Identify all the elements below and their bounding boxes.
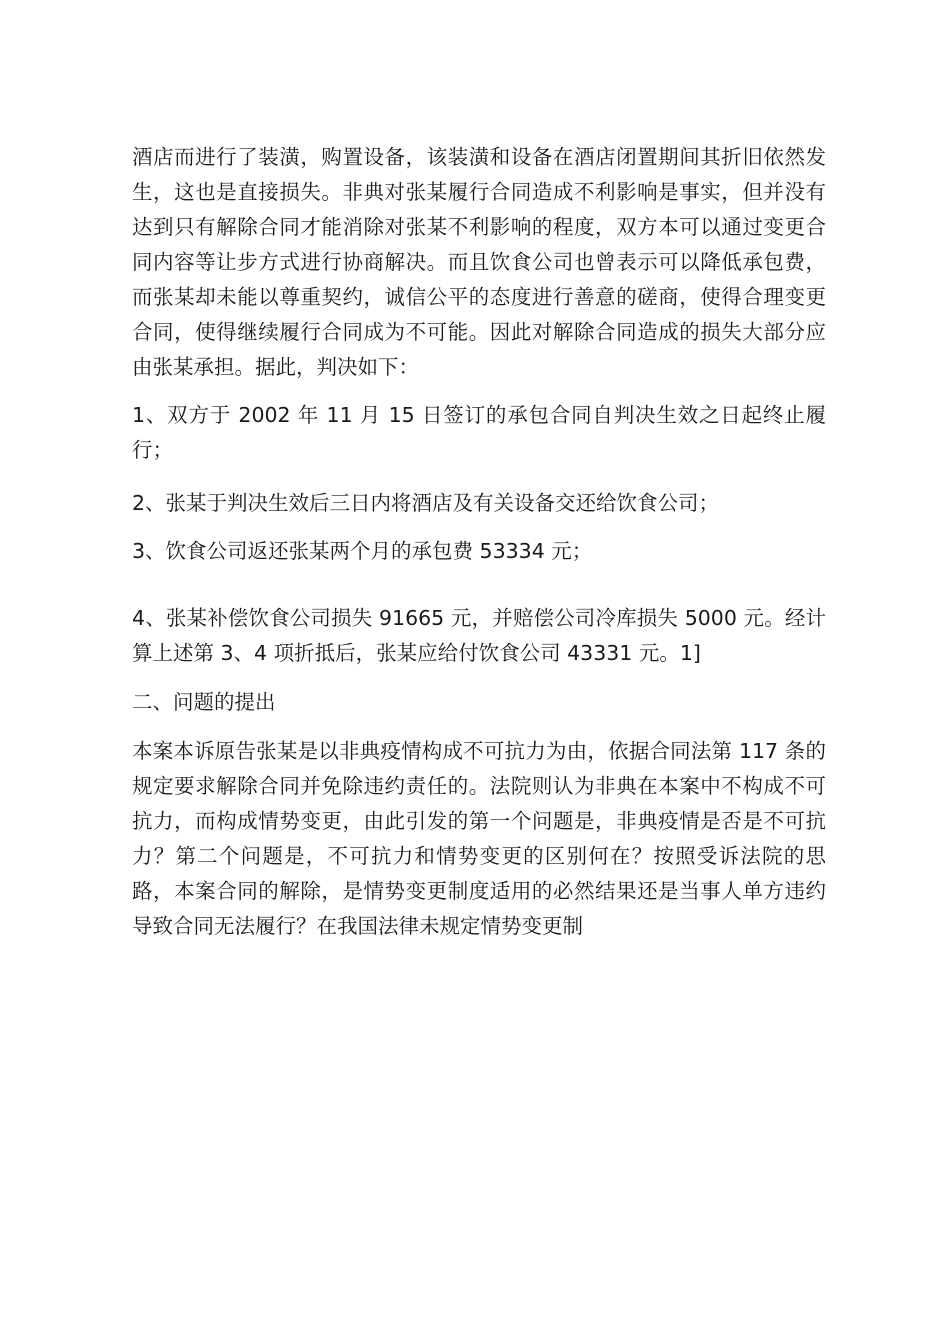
paragraph-question: 本案本诉原告张某是以非典疫情构成不可抗力为由，依据合同法第 117 条的规定要求解除合同并免除违约责任的。法院则认为非典在本案中不构成不可抗力，而构成情势变更，由此引发的第一个问题是，非典疫情是否是不可抗力？第二个问题是，不可抗力和情势变更的区别何在？按照受诉法院的思路，本案合同的解除，是情势变更制度适用的必然结果还是当事人单方违约导致合同无法履行？在我国法律未规定情势变更制 (132, 739, 826, 938)
section-heading: 二、问题的提出 (132, 690, 276, 714)
document-body (132, 140, 826, 944)
judgment-item-1: 1、双方于 2002 年 11 月 15 日签订的承包合同自判决生效之日起终止履行； (132, 403, 826, 462)
judgment-item-3: 3、饮食公司返还张某两个月的承包费 53334 元； (132, 539, 593, 563)
judgment-item-2: 2、张某于判决生效后三日内将酒店及有关设备交还给饮食公司； (132, 491, 720, 515)
paragraph-reasoning: 酒店而进行了装潢，购置设备，该装潢和设备在酒店闭置期间其折旧依然发生，这也是直接损失。非典对张某履行合同造成不利影响是事实，但并没有达到只有解除合同才能消除对张某不利影响的程度，双方本可以通过变更合同内容等让步方式进行协商解决。而且饮食公司也曾表示可以降低承包费，而张某却未能以尊重契约，诚信公平的态度进行善意的磋商，使得合理变更合同，使得继续履行合同成为不可能。因此对解除合同造成的损失大部分应由张某承担。据此，判决如下： (132, 145, 826, 379)
judgment-item-4: 4、张某补偿饮食公司损失 91665 元，并赔偿公司冷库损失 5000 元。经计算上述第 3、4 项折抵后，张某应给付饮食公司 43331 元。1] (132, 606, 826, 665)
